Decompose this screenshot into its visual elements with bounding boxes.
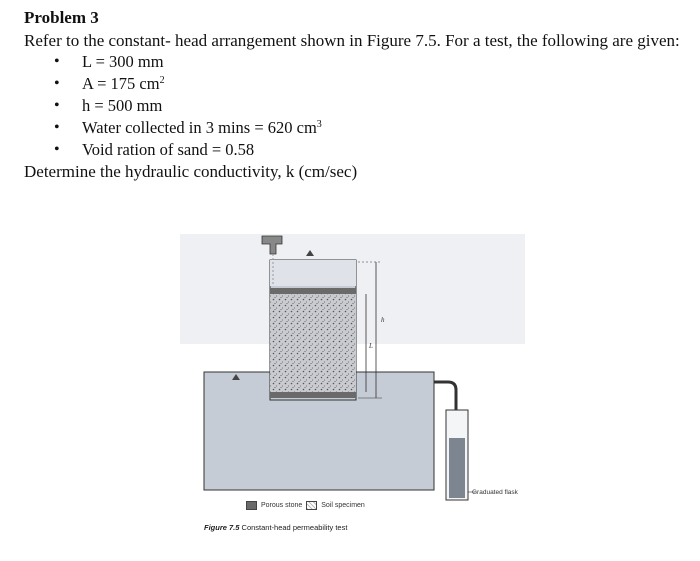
caption-text: Constant-head permeability test [241,523,348,532]
bullet-icon: • [54,141,60,158]
given-item: • L = 300 mm [54,52,164,71]
given-item: • A = 175 $cm^2$ [54,74,165,93]
porous-stone-bottom [270,392,356,398]
soil-specimen [270,294,356,392]
bullet-icon: • [54,53,60,70]
given-item: • Water collected in 3 mins = 620 $cm^3$ [54,118,322,137]
water-above-specimen [270,260,356,286]
legend-porous-label: Porous stone [261,502,303,509]
outflow-pipe [434,382,456,412]
given-item: • Void ration of sand = 0.58 [54,140,255,159]
porous-stone-swatch [246,501,257,510]
label-L: L [369,342,373,350]
figure-legend [246,501,365,510]
graduated-flask-label: Graduated flask [472,489,518,496]
porous-stone-top [270,288,356,294]
label-h: h [381,316,385,324]
collected-water [449,438,465,498]
soil-swatch [306,501,317,510]
figure-constant-head-test [170,214,540,544]
bullet-icon: • [54,119,60,136]
bullet-icon: • [54,97,60,114]
problem-intro: Refer to the constant- head arrangement shown in Figure 7.5. For a test, the following are given: [24,31,680,50]
problem-question: Determine the hydraulic conductivity, k (cm/sec) [24,162,358,181]
caption-number: Figure 7.5 [204,523,240,532]
problem-title: Problem 3 [24,8,99,27]
givens-list [24,51,688,161]
legend-soil-label: Soil specimen [321,502,365,509]
given-item: • h = 500 mm [54,96,163,115]
bullet-icon: • [54,75,60,92]
problem-document [24,8,688,183]
figure-caption [204,523,347,532]
